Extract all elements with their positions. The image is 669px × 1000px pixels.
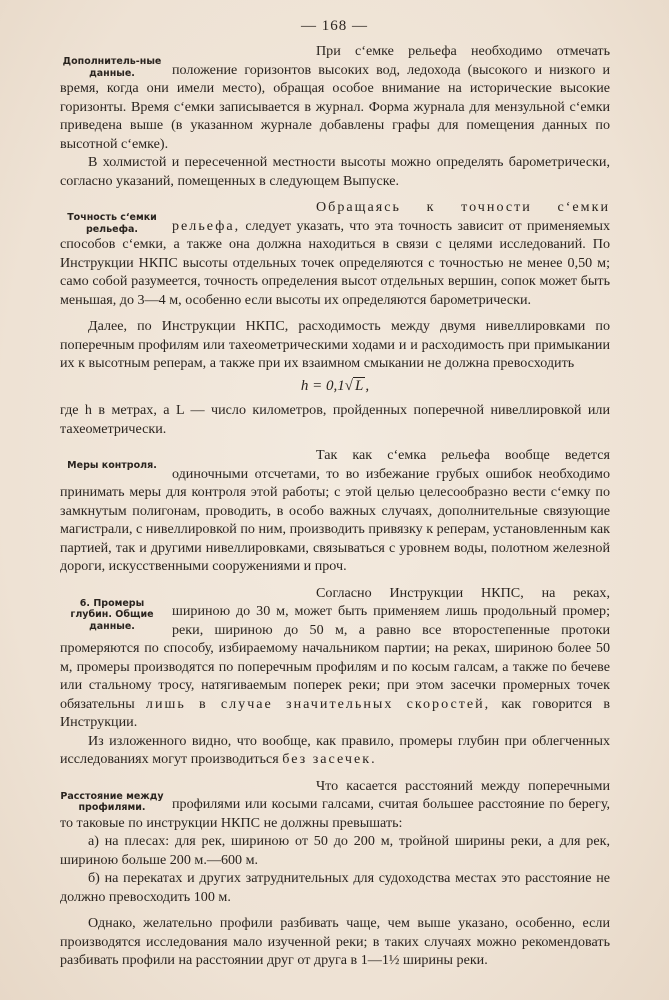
page-number: — 168 — <box>301 18 368 34</box>
spaced-emphasis: лишь в случае значительных скоростей, <box>145 695 491 712</box>
margin-note-additional-data: Дополнитель-ные данные. <box>62 56 162 79</box>
section-depth-sounding <box>60 584 610 769</box>
formula-end: , <box>365 377 370 394</box>
formula-radicand: L <box>355 377 364 394</box>
margin-note-depth-sounding: 6. Промеры глубин. Общие данные. <box>70 597 154 632</box>
margin-note-control: Меры контроля. <box>67 460 157 471</box>
paragraph-text: Согласно Инструкции НКПС, на реках, шириною до 30 м, может быть применяем лишь продольный промер; реки, шириною до 50 м, а равно все второстепенные протоки промеряются по способу, избираемому начальником партии; на реках, шириною более 50 м, промеры производятся по поперечным профилям и по косым галсам, а также по бечеве или стальному тросу, натягиваемым поперек реки; при этом засечки промерных точек обязательны <box>60 584 610 712</box>
formula-left: h = 0,1 <box>300 377 345 394</box>
section-profile-distance <box>60 777 610 970</box>
paragraph-text: Из изложенного видно, что вообще, как правило, промеры глубин при облегченных исследованиях могут производиться <box>60 732 610 767</box>
spaced-emphasis: без засечек. <box>282 751 377 767</box>
margin-note-accuracy: Точность с‘емки рельефа. <box>67 212 157 235</box>
sqrt-sign: √ <box>344 377 353 394</box>
section-control <box>60 446 610 576</box>
paragraph: В холмистой и пересеченной местности высоты можно определять барометрически, согласно указаний, помещенных в следующем Выпуске. <box>60 154 610 189</box>
section-additional-data <box>60 42 610 190</box>
section-relief-accuracy <box>60 198 610 309</box>
formula <box>60 377 610 396</box>
paragraph: При с‘емке рельефа необходимо отмечать положение горизонтов высоких вод, ледохода (высокого и низкого и время, когда они имели место), обращая особое внимание на исторические высокие горизонты. Время с‘емки записывается в журнал. Форма журнала для мензульной с‘емки приведена выше (в указанном журнале добавлены графы для помещения данных по высотной с‘емке). <box>60 43 610 152</box>
paragraph-text: как говорится в Инструкции. <box>60 695 610 730</box>
paragraph <box>60 732 610 769</box>
paragraph: Что касается расстояний между поперечными профилями или косыми галсами, считая большее расстояние по берегу, то таковые по инструкции НКПС не должны превышать: <box>60 777 610 831</box>
paragraph: Так как с‘емка рельефа вообще ведется одиночными отсчетами, то во избежание грубых ошибок необходимо принимать меры для контроля этой работы; с этой целью целесообразно вести с‘емку по замкнутым полигонам, проводить, в особо важных случаях, дополнительные связующие магистрали, с нивеллировкой по ним, производить привязку к реперам, установленным как партией, так и другими нивеллировками, связываться с уровнем воды, полотном железной дороги, искусственными сооружениями и проч. <box>60 447 610 574</box>
margin-note-profile-distance: Расстояние между профилями. <box>60 790 164 813</box>
list-item: а) на плесах: для рек, шириною от 50 до 200 м, тройной ширины реки, а для рек, шириною больше 200 м.—600 м. <box>60 833 610 868</box>
paragraph: Далее, по Инструкции НКПС, расходимость между двумя нивеллировками по поперечным профилям или тахеометрическими ходами и и расходимость при примыкании их к высотным реперам, а также при их взаимном смыкании не должна превосходить <box>60 318 610 371</box>
page-body <box>60 42 610 970</box>
paragraph-text: следует указать, что эта точность зависит от применяемых способов с‘емки, а также она должна находиться в связи с целями исследований. По Инструкции НКПС высоты отдельных точек определяются с точностью не менее 0,50 м; само собой разумеется, точность определения высот отдельных вершин, сопок может быть меньшая, до 3—4 м, особенно если высоты их определяются барометрически. <box>60 217 610 308</box>
list-item: б) на перекатах и других затруднительных для судоходства местах это расстояние не должно превосходить 100 м. <box>60 870 610 905</box>
paragraph: где h в метрах, а L — число километров, пройденных поперечной нивеллировкой или тахеометрически. <box>60 402 610 437</box>
paragraph: Однако, желательно профили разбивать чаще, чем выше указано, особенно, если производятся исследования мало изученной реки; в таких случаях можно рекомендовать разбивать профили на расстоянии друг от друга в 1—1½ ширины реки. <box>60 915 610 968</box>
section-divergence <box>60 317 610 438</box>
spaced-emphasis: Обращаясь к точности с‘емки рельефа, <box>172 199 610 234</box>
